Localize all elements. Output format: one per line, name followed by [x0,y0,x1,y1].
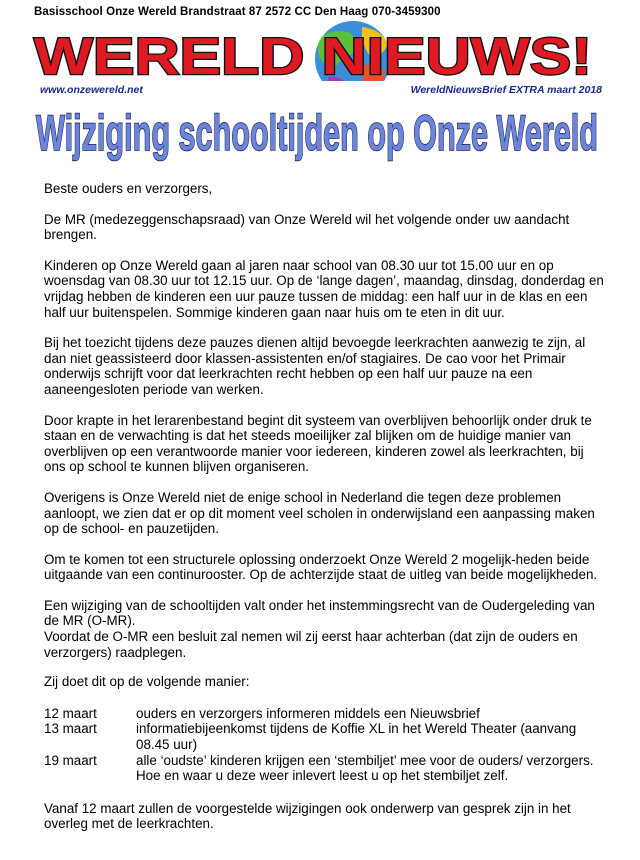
schedule-table [44,706,604,784]
schedule-intro: Zij doet dit op de volgende manier: [44,674,250,690]
masthead-logo [28,19,600,81]
paragraph: Om te komen tot een structurele oplossing onderzoekt Onze Wereld 2 mogelijk-heden beide uitgaande van een continurooster. Op de achterzijde staat de uitleg van beide mogelijkheden. [44,551,598,583]
masthead-svg [28,19,600,81]
letter-body [44,181,604,847]
schedule-row [44,721,604,752]
schedule-text: ouders en verzorgers informeren middels een Nieuwsbrief [136,705,480,721]
instemming-paragraph [44,598,604,660]
headline-svg [32,96,604,162]
paragraph: Bij het toezicht tijdens deze pauzes dienen altijd bevoegde leerkrachten aanwezig te zijn, al dan niet geassisteerd door klassen-assistenten en/of stagiaires. De cao voor het Primair onderwijs schrijft voor dat leerkrachten recht hebben op een half uur pauze na een aaneengesloten periode van werken. [44,335,586,397]
paragraph: Door krapte in het lerarenbestand begint dit systeem van overblijven behoorlijk onder druk te staan en de verwachting is dat het steeds moeilijker zal blijken om de huidige manier van overblijven op een verantwoorde manier voor iedereen, kinderen zowel als leerkrachten, bij ons op school te kunnen blijven organiseren. [44,412,592,475]
schedule-date: 13 maart [44,721,97,737]
paragraph: Overigens is Onze Wereld niet de enige school in Nederland die tegen deze problemen aanloopt, we zien dat er op dit moment veel scholen in onderwijsland een aanpassing maken op de school- en pauzetijden. [44,489,595,537]
schedule-date: 19 maart [44,752,97,768]
schedule-text: alle ‘oudste’ kinderen krijgen een ‘stembiljet’ mee voor de ouders/ verzorgers. Hoe en waar u deze weer inlevert leest u op het stembiljet zelf. [136,752,594,784]
backing-text: Voordat de O-MR een besluit zal nemen wil zij eerst haar achterban (dat zijn de ouders en verzorgers) raadplegen. [44,629,578,660]
paragraph: De MR (medezeggenschapsraad) van Onze Wereld wil het volgende onder uw aandacht brengen. [44,211,570,243]
masthead-title: WERELD NIEUWS! [34,28,592,81]
instemming-text: Een wijziging van de schooltijden valt onder het instemmingsrecht van de Oudergeleding van de MR (O-MR). [44,597,595,629]
schedule-row [44,753,604,784]
edition-label: WereldNieuwsBrief EXTRA maart 2018 [410,84,602,96]
closing-paragraph: Vanaf 12 maart zullen de voorgestelde wijzigingen ook onderwerp van gesprek zijn in het overleg met de leerkrachten. [44,800,571,832]
schedule-text: informatiebijeenkomst tijdens de Koffie XL in het Wereld Theater (aanvang 08.45 uur) [136,721,577,753]
schedule-row [44,706,604,722]
paragraph: Kinderen op Onze Wereld gaan al jaren naar school van 08.30 uur tot 15.00 uur en op woensdag van 08.30 uur tot 12.15 uur. Op de ‘lange dagen’, maandag, dinsdag, donderdag en vrijdag hebben de kinderen een uur pauze tussen de middag: een half uur in de klas en een half uur buitenspelen. Sommige kinderen gaan naar huis om te eten in dit uur. [44,257,604,320]
headline [32,96,604,162]
website-link[interactable]: www.onzewereld.net [40,84,143,96]
headline-text: Wijziging schooltijden op Onze Wereld [36,105,598,161]
schedule-date: 12 maart [44,705,97,721]
school-address-line: Basisschool Onze Wereld Brandstraat 87 2572 CC Den Haag 070-3459300 [34,6,441,18]
salutation: Beste ouders en verzorgers, [44,181,213,196]
